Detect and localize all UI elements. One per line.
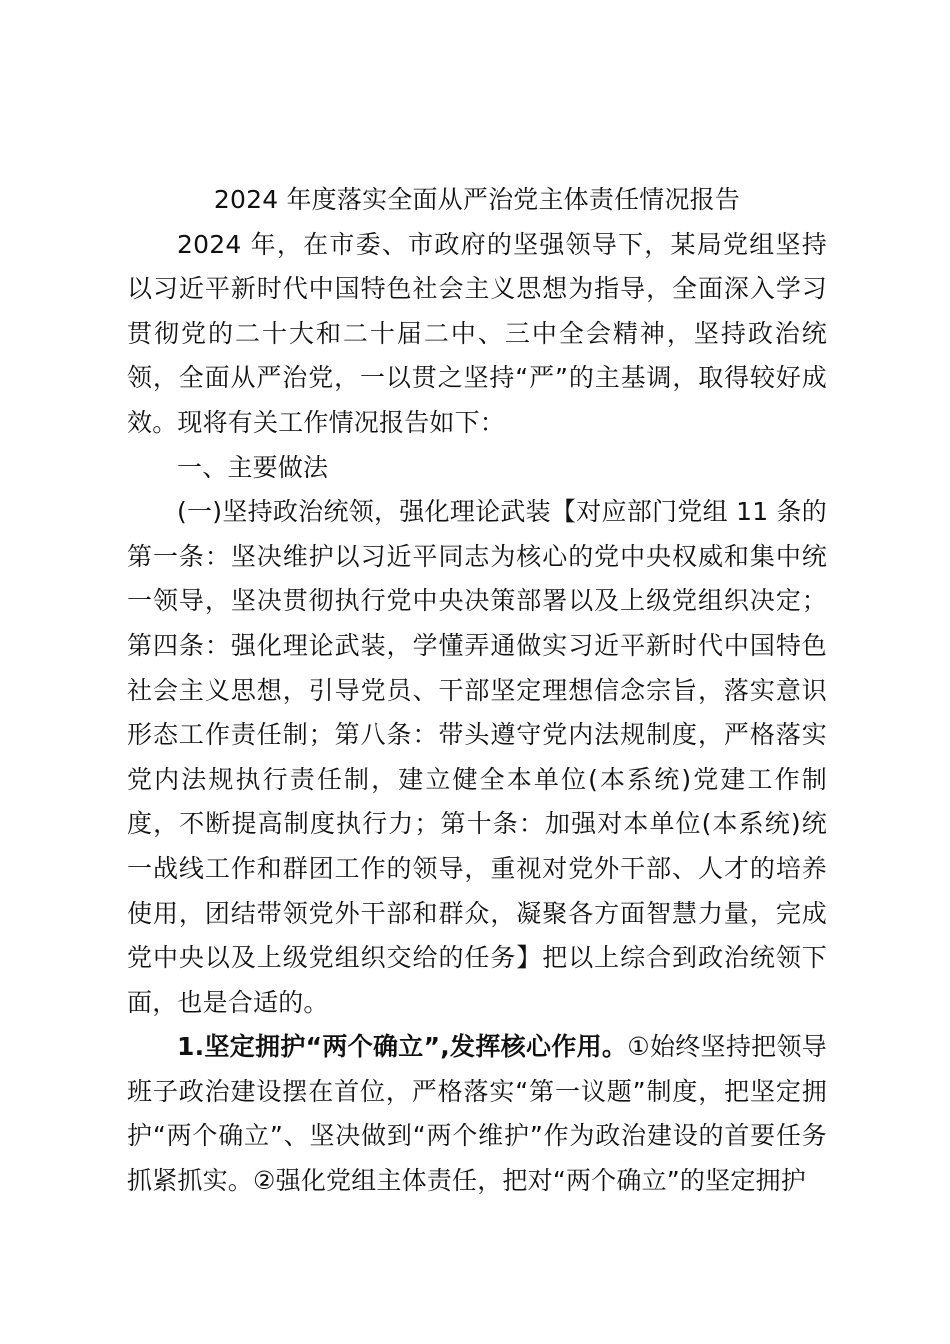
subsection-paragraph: (一)坚持政治统领，强化理论武装【对应部门党组 11 条的第一条：坚决维护以习近平同志为核心的党中央权威和集中统一领导，坚决贯彻执行党中央决策部署以及上级党组织决定；第四条：强化理论武装，学懂弄通做实习近平新时代中国特色社会主义思想，引导党员、干部坚定理想信念宗旨，落实意识形态工作责任制；第八条：带头遵守党内法规制度，严格落实党内法规执行责任制，建立健全本单位(本系统)党建工作制度，不断提高制度执行力；第十条：加强对本单位(本系统)统一战线工作和群团工作的领导，重视对党外干部、人才的培养使用，团结带领党外干部和群众，凝聚各方面智慧力量，完成党中央以及上级党组织交给的任务】把以上综合到政治统领下面，也是合适的。	[127, 497, 827, 1017]
point-1-paragraph	[127, 1025, 827, 1203]
intro-paragraph: 2024 年，在市委、市政府的坚强领导下，某局党组坚持以习近平新时代中国特色社会主义思想为指导，全面深入学习贯彻党的二十大和二十届二中、三中全会精神，坚持政治统领，全面从严治党，一以贯之坚持“严”的主基调，取得较好成效。现将有关工作情况报告如下：	[127, 229, 827, 437]
document-title: 2024 年度落实全面从严治党主体责任情况报告	[213, 185, 741, 214]
point-1-body: ①始终坚持把领导班子政治建设摆在首位，严格落实“第一议题”制度，把坚定拥护“两个确立”、坚决做到“两个维护”作为政治建设的首要任务抓紧抓实。②强化党组主体责任，把对“两个确立”的坚定拥护	[127, 1032, 827, 1196]
point-1-heading: 1.坚定拥护“两个确立”,发挥核心作用。	[177, 1032, 628, 1062]
section-heading: 一、主要做法	[177, 452, 329, 482]
document-page	[127, 178, 827, 1204]
